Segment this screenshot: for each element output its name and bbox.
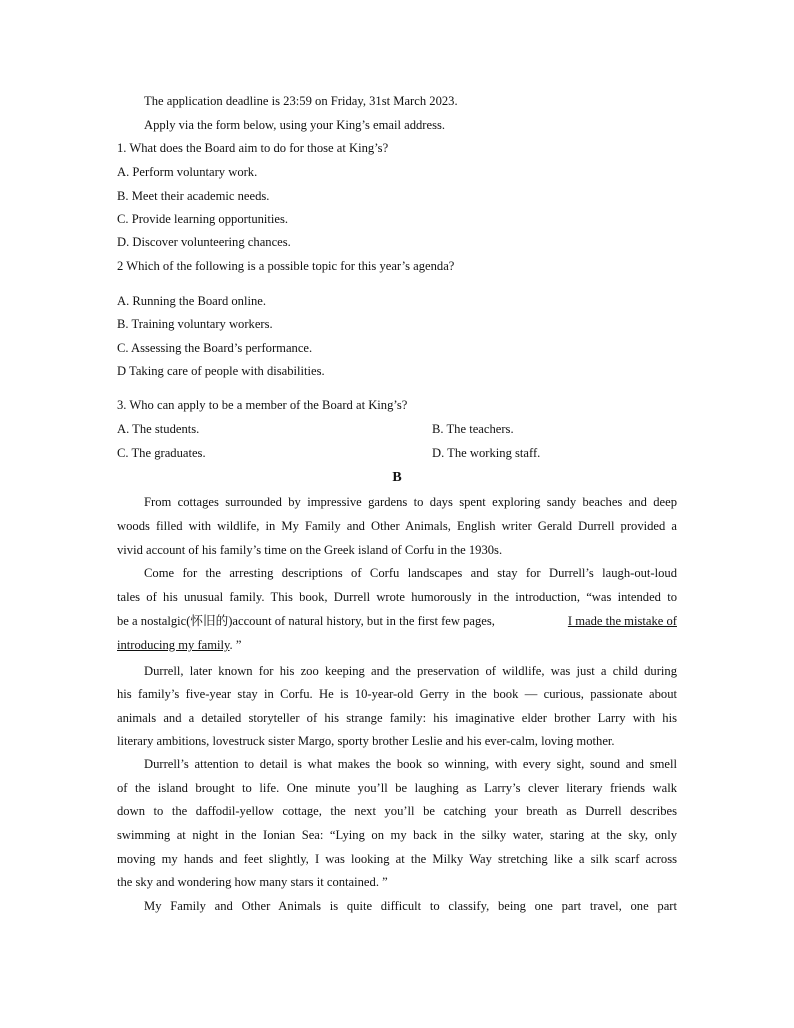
underlined-phrase-part-2: introducing my family [117, 638, 230, 652]
question-3-stem: 3. Who can apply to be a member of the Board at King’s? [117, 398, 408, 412]
underlined-phrase-part-1: I made the mistake of [567, 614, 677, 628]
passage-line: vivid account of his family’s time on the Greek island of Corfu in the 1930s. [117, 543, 503, 557]
question-2-option-c: C. Assessing the Board’s performance. [117, 341, 313, 355]
question-3-option-a: A. The students. [117, 422, 200, 436]
passage-line-with-underline [117, 613, 677, 629]
passage-line: moving my hands and feet slightly, I was looking at the Milky Way stretching like a silk scarf across [117, 852, 677, 866]
passage-line: swimming at night in the Ionian Sea: “Lying on my back in the silky water, staring at the sky, only [117, 828, 677, 842]
passage-line: his family’s five-year stay in Corfu. He is 10-year-old Gerry in the book — curious, passionate about [117, 687, 677, 701]
passage-line: My Family and Other Animals is quite difficult to classify, being one part travel, one part [144, 899, 677, 913]
passage-segment: . ” [229, 638, 242, 652]
section-b-heading: B [392, 470, 402, 485]
question-3-option-c: C. The graduates. [117, 446, 206, 460]
passage-line: literary ambitions, lovestruck sister Margo, sporty brother Leslie and his ever-calm, loving mother. [117, 734, 615, 748]
passage-line: Come for the arresting descriptions of Corfu landscapes and stay for Durrell’s laugh-out-loud [144, 566, 677, 580]
apply-text: Apply via the form below, using your King’s email address. [144, 118, 446, 132]
passage-line: From cottages surrounded by impressive gardens to days spent exploring sandy beaches and deep [144, 495, 677, 509]
question-1-stem: 1. What does the Board aim to do for those at King’s? [117, 141, 389, 155]
passage-line: down to the daffodil-yellow cottage, the next you’ll be catching your breath as Durrell describes [117, 804, 677, 818]
passage-line-with-underline [117, 637, 241, 653]
question-2-option-a: A. Running the Board online. [117, 294, 267, 308]
question-2-option-d: D Taking care of people with disabilities. [117, 364, 325, 378]
passage-line: the sky and wondering how many stars it contained. ” [117, 875, 388, 889]
passage-line: animals and a detailed storyteller of his strange family: his imaginative elder brother Larry with his [117, 711, 677, 725]
question-1-option-a: A. Perform voluntary work. [117, 165, 258, 179]
passage-line: of the island brought to life. One minute you’ll be laughing as Larry’s clever literary friends walk [117, 781, 677, 795]
question-1-option-d: D. Discover volunteering chances. [117, 235, 291, 249]
question-1-option-b: B. Meet their academic needs. [117, 189, 270, 203]
question-3-option-b: B. The teachers. [432, 422, 514, 436]
passage-line: tales of his unusual family. This book, Durrell wrote humorously in the introduction, “was intended to [117, 590, 677, 604]
question-3-option-d: D. The working staff. [432, 446, 541, 460]
deadline-text: The application deadline is 23:59 on Friday, 31st March 2023. [144, 94, 458, 108]
passage-segment: be a nostalgic(怀旧的)account of natural history, but in the first few pages, [117, 614, 495, 628]
passage-line: Durrell, later known for his zoo keeping and the preservation of wildlife, was just a child during [144, 664, 677, 678]
question-2-option-b: B. Training voluntary workers. [117, 317, 273, 331]
passage-line: woods filled with wildlife, in My Family and Other Animals, English writer Gerald Durrell provided a [117, 519, 677, 533]
question-2-stem: 2 Which of the following is a possible topic for this year’s agenda? [117, 259, 455, 273]
passage-line: Durrell’s attention to detail is what makes the book so winning, with every sight, sound and smell [144, 757, 677, 771]
question-1-option-c: C. Provide learning opportunities. [117, 212, 289, 226]
